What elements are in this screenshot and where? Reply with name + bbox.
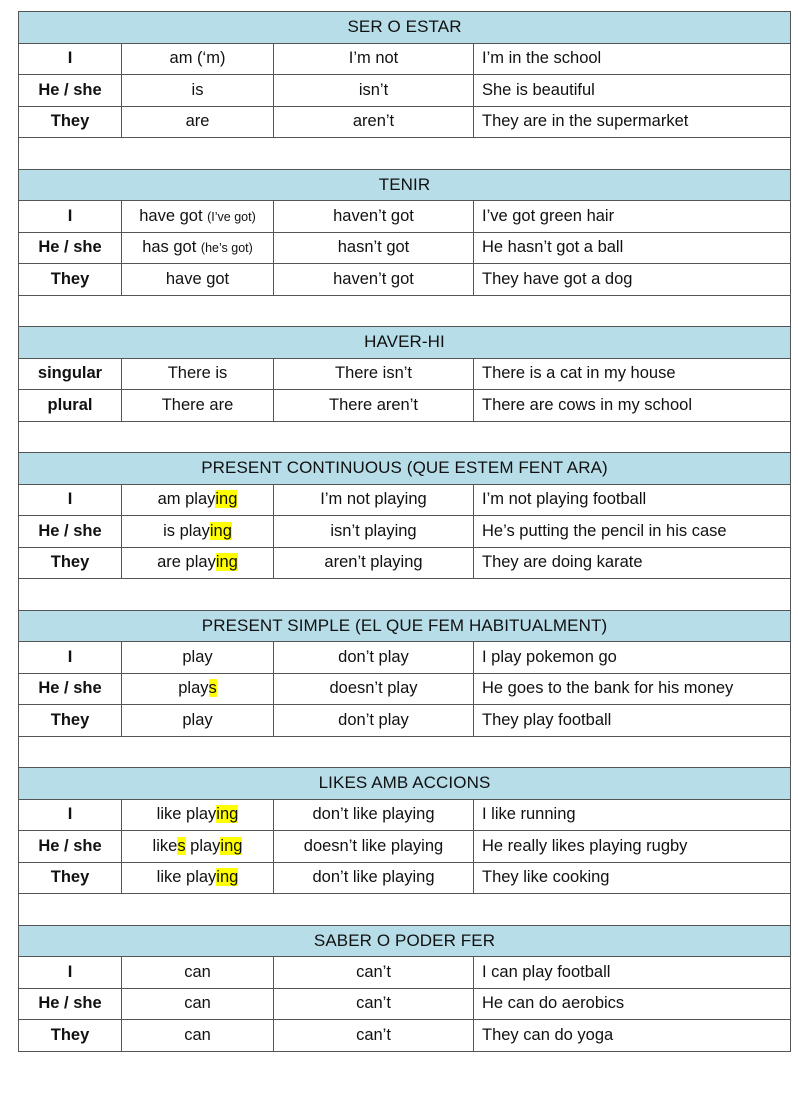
example-cell: They can do yoga (474, 1020, 791, 1052)
subject-cell: He / she (19, 673, 122, 705)
example-cell: He hasn’t got a ball (474, 232, 791, 264)
example-cell: He can do aerobics (474, 988, 791, 1020)
table-row (19, 1020, 791, 1052)
negative-cell: doesn’t play (274, 673, 474, 705)
affirmative-cell (122, 862, 274, 894)
affirmative-text: (he’s got) (200, 241, 253, 256)
affirmative-text: can (184, 1025, 211, 1044)
affirmative-cell (122, 516, 274, 548)
table-row (19, 988, 791, 1020)
section-title-row (19, 327, 791, 359)
affirmative-text: like (152, 836, 178, 855)
negative-cell: haven’t got (274, 264, 474, 296)
subject-cell: He / she (19, 75, 122, 107)
affirmative-cell (122, 642, 274, 674)
affirmative-cell (122, 547, 274, 579)
table-row (19, 232, 791, 264)
section-title: PRESENT SIMPLE (EL QUE FEM HABITUALMENT) (19, 610, 791, 642)
subject-cell: I (19, 484, 122, 516)
section-title-row (19, 453, 791, 485)
example-cell: I play pokemon go (474, 642, 791, 674)
example-cell: There is a cat in my house (474, 358, 791, 390)
negative-cell: don’t play (274, 705, 474, 737)
example-cell: They like cooking (474, 862, 791, 894)
example-cell: They have got a dog (474, 264, 791, 296)
affirmative-cell (122, 957, 274, 989)
subject-cell: They (19, 264, 122, 296)
section-title-row (19, 925, 791, 957)
negative-cell: don’t like playing (274, 799, 474, 831)
negative-cell: I’m not playing (274, 484, 474, 516)
affirmative-cell (122, 201, 274, 233)
example-cell: They play football (474, 705, 791, 737)
highlighted-ending: ing (216, 805, 239, 824)
subject-cell: They (19, 705, 122, 737)
affirmative-text: has got (142, 238, 201, 257)
grammar-table (18, 11, 791, 1052)
table-row (19, 862, 791, 894)
highlighted-ending: ing (216, 868, 239, 887)
highlighted-ending: ing (215, 553, 238, 572)
negative-cell: don’t like playing (274, 862, 474, 894)
spacer-row (19, 421, 791, 453)
affirmative-text: are (185, 112, 210, 131)
negative-cell: aren’t playing (274, 547, 474, 579)
subject-cell: They (19, 106, 122, 138)
example-cell: I’m in the school (474, 43, 791, 75)
affirmative-cell (122, 484, 274, 516)
table-row (19, 516, 791, 548)
section-title-row (19, 12, 791, 44)
spacer-row (19, 295, 791, 327)
affirmative-text: There are (161, 395, 234, 414)
affirmative-cell (122, 75, 274, 107)
section-title-row (19, 169, 791, 201)
table-row (19, 75, 791, 107)
negative-cell: can’t (274, 957, 474, 989)
example-cell: I can play football (474, 957, 791, 989)
section-title-row (19, 768, 791, 800)
affirmative-text: play (178, 679, 209, 698)
negative-cell: There isn’t (274, 358, 474, 390)
spacer-cell (19, 736, 791, 768)
affirmative-text: have got (165, 269, 230, 288)
example-cell: They are in the supermarket (474, 106, 791, 138)
spacer-cell (19, 295, 791, 327)
affirmative-text: There is (167, 364, 228, 383)
section-title: SER O ESTAR (19, 12, 791, 44)
affirmative-text: am play (157, 490, 216, 509)
section-title: HAVER-HI (19, 327, 791, 359)
highlighted-ending: s (208, 679, 217, 698)
highlighted-ending: ing (220, 836, 243, 855)
table-row (19, 673, 791, 705)
affirmative-cell (122, 390, 274, 422)
subject-cell: He / she (19, 988, 122, 1020)
affirmative-cell (122, 358, 274, 390)
negative-cell: can’t (274, 988, 474, 1020)
negative-cell: isn’t (274, 75, 474, 107)
spacer-row (19, 894, 791, 926)
table-row (19, 799, 791, 831)
section-title: TENIR (19, 169, 791, 201)
table-row (19, 642, 791, 674)
spacer-cell (19, 894, 791, 926)
affirmative-cell (122, 799, 274, 831)
highlighted-ending: ing (215, 490, 238, 509)
negative-cell: There aren’t (274, 390, 474, 422)
table-row (19, 705, 791, 737)
table-row (19, 390, 791, 422)
negative-cell: doesn’t like playing (274, 831, 474, 863)
subject-cell: He / she (19, 516, 122, 548)
affirmative-text: is play (163, 521, 210, 540)
table-row (19, 484, 791, 516)
subject-cell: They (19, 1020, 122, 1052)
affirmative-text: can (184, 962, 211, 981)
table-row (19, 264, 791, 296)
example-cell: He’s putting the pencil in his case (474, 516, 791, 548)
subject-cell: I (19, 43, 122, 75)
affirmative-cell (122, 43, 274, 75)
table-row (19, 201, 791, 233)
spacer-cell (19, 138, 791, 170)
table-row (19, 43, 791, 75)
spacer-cell (19, 579, 791, 611)
section-title: SABER O PODER FER (19, 925, 791, 957)
table-row (19, 831, 791, 863)
affirmative-cell (122, 831, 274, 863)
negative-cell: haven’t got (274, 201, 474, 233)
affirmative-cell (122, 264, 274, 296)
table-row (19, 957, 791, 989)
example-cell: I’ve got green hair (474, 201, 791, 233)
negative-cell: hasn’t got (274, 232, 474, 264)
negative-cell: don’t play (274, 642, 474, 674)
example-cell: He goes to the bank for his money (474, 673, 791, 705)
subject-cell: He / she (19, 831, 122, 863)
affirmative-text: play (185, 836, 221, 855)
affirmative-cell (122, 988, 274, 1020)
subject-cell: I (19, 201, 122, 233)
affirmative-cell (122, 673, 274, 705)
subject-cell: plural (19, 390, 122, 422)
table-row (19, 547, 791, 579)
affirmative-cell (122, 705, 274, 737)
affirmative-cell (122, 106, 274, 138)
example-cell: They are doing karate (474, 547, 791, 579)
section-title: PRESENT CONTINUOUS (QUE ESTEM FENT ARA) (19, 453, 791, 485)
affirmative-text: are play (157, 553, 216, 572)
example-cell: I like running (474, 799, 791, 831)
example-cell: I’m not playing football (474, 484, 791, 516)
affirmative-text: can (184, 994, 211, 1013)
example-cell: She is beautiful (474, 75, 791, 107)
table-row (19, 358, 791, 390)
affirmative-text: play (182, 710, 213, 729)
affirmative-text: am (‘m) (169, 49, 226, 68)
affirmative-text: is (191, 80, 204, 99)
subject-cell: I (19, 957, 122, 989)
subject-cell: They (19, 862, 122, 894)
negative-cell: I’m not (274, 43, 474, 75)
negative-cell: aren’t (274, 106, 474, 138)
negative-cell: isn’t playing (274, 516, 474, 548)
section-title: LIKES AMB ACCIONS (19, 768, 791, 800)
affirmative-cell (122, 1020, 274, 1052)
affirmative-text: have got (139, 206, 208, 225)
subject-cell: They (19, 547, 122, 579)
subject-cell: I (19, 799, 122, 831)
highlighted-ending: ing (209, 521, 232, 540)
table-row (19, 106, 791, 138)
negative-cell: can’t (274, 1020, 474, 1052)
affirmative-text: like play (156, 805, 217, 824)
highlighted-ending: s (177, 836, 186, 855)
spacer-cell (19, 421, 791, 453)
section-title-row (19, 610, 791, 642)
example-cell: There are cows in my school (474, 390, 791, 422)
subject-cell: I (19, 642, 122, 674)
subject-cell: singular (19, 358, 122, 390)
grammar-table-body (19, 12, 791, 1052)
affirmative-text: like play (156, 868, 217, 887)
subject-cell: He / she (19, 232, 122, 264)
affirmative-text: play (182, 647, 213, 666)
spacer-row (19, 579, 791, 611)
spacer-row (19, 138, 791, 170)
affirmative-cell (122, 232, 274, 264)
example-cell: He really likes playing rugby (474, 831, 791, 863)
spacer-row (19, 736, 791, 768)
affirmative-text: (I’ve got) (207, 209, 256, 224)
